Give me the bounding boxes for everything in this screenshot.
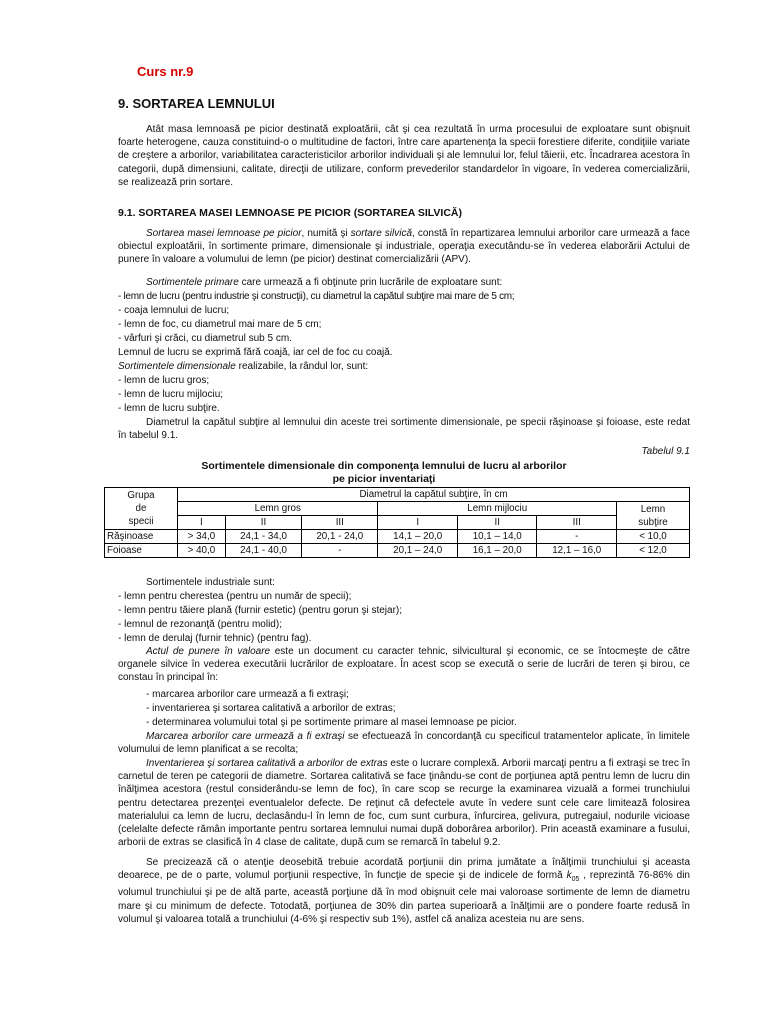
final-text-2: , reprezintă 76-86% din volumul trunchiului şi pe de altă parte, această porţiune dă în mod obişnuit cele mai valoroase sortimente de lemn de diametru mare şi cu minimum de defecte. Totodată, porţiunea de 30% din partea superioară a înălţimii are o pondere foarte redusă în volumul şi valoarea totală a trunchiului (4-6% şi respectiv sub 1%), astfel că analiza acesteia nu are sens. (118, 870, 690, 925)
apv-text: este un document cu caracter tehnic, silvicultural şi economic, ce se întocmeşte de către organele silvice în vederea executării lucrărilor de exploatare. În acest scop se execută o serie de lucrări de teren şi birou, ce constau în principal în: (118, 646, 690, 684)
marcarea-text: se efectuează în concordanţă cu specificul tratamentelor aplicate, în limitele volumului de lemn planificat a se recolta; (118, 731, 690, 756)
form-index-subscript: 05 (571, 876, 580, 884)
class-cell: II (457, 516, 537, 530)
dimensionale-intro-text: realizabile, la rândul lor, sunt: (235, 361, 369, 372)
dimension-table (104, 487, 690, 558)
term-actul-de-punere: Actul de punere în valoare (146, 646, 271, 657)
inventarierea-text: este o lucrare complexă. Arborii marcaţi pentru a fi extraşi se trec în carnetul de teren pe categorii de diametre. Sortarea calitativă se face ţinându-se cont de porţiunea aptă pentru lemn de lucru din înălţimea acestora (restul considerându-se lemn de foc), în care scop se recurge la examinarea vizuală a formei trunchiului pentru detectarea prezenţei eventualelor defecte. De reţinut că defectele avute în vedere sunt cele care limitează folosirea materialului ca lemn de lucru, declasându-l în lemn de foc, cum sunt curbura, înfurcirea, gelivura, putregaiul, nodurile vicioase (celelalte defecte rămân importante pentru sortarea lemnului numai după doborârea arborilor). Prin această examinare a fusului, arborii de extras se clasifică în 4 clase de calitate, după cum se remarcă în tabelul 9.2. (118, 758, 690, 849)
list-item: - determinarea volumului total şi pe sortimente primare al masei lemnoase pe picior. (146, 717, 517, 728)
list-item: - lemn de foc, cu diametrul mai mare de 5 cm; (118, 319, 322, 330)
final-paragraph (118, 856, 690, 926)
lemn-mijlociu-header: Lemn mijlociu (378, 502, 617, 516)
table-cell: 10,1 – 14,0 (457, 530, 537, 544)
table-cell: 20,1 – 24,0 (378, 544, 458, 558)
term-marcarea: Marcarea arborilor care urmează a fi extraşi (146, 731, 345, 742)
primare-note: Lemnul de lucru se exprimă fără coajă, iar cel de foc cu coajă. (118, 347, 393, 358)
term-inventarierea: Inventarierea şi sortarea calitativă a arborilor de extras (146, 758, 388, 769)
table-row (105, 530, 690, 544)
industriale-intro: Sortimentele industriale sunt: (146, 577, 275, 588)
list-item: - lemn de lucru mijlociu; (118, 389, 224, 400)
table-cell: - (302, 544, 378, 558)
form-index-symbol: k (566, 870, 572, 882)
primare-intro-text: care urmează a fi obţinute prin lucrările de exploatare sunt: (238, 277, 503, 288)
table-cell: < 10,0 (617, 530, 690, 544)
table-cell: 24,1 - 34,0 (225, 530, 301, 544)
class-cell: II (225, 516, 301, 530)
class-cell: I (178, 516, 226, 530)
apv-paragraph (118, 645, 690, 685)
list-item: - inventarierea şi sortarea calitativă a arborilor de extras; (146, 703, 396, 714)
list-item: - lemn de derulaj (furnir tehnic) (pentru fag). (118, 633, 312, 644)
table-cell: 24,1 - 40,0 (225, 544, 301, 558)
list-item: - lemn pentru tăiere plană (furnir estetic) (pentru gorun şi stejar); (118, 605, 403, 616)
class-cell: III (302, 516, 378, 530)
list-item: - lemn de lucru (pentru industrie şi construcţii), cu diametrul la capătul subţire mai mare de 5 cm; (118, 291, 515, 302)
table-cell: - (537, 530, 617, 544)
table-title: Sortimentele dimensionale din componenţa lemnului de lucru al arborilor pe picior inventariaţi (201, 460, 567, 485)
dimensionale-paragraph: Diametrul la capătul subţire al lemnului din aceste trei sortimente dimensionale, pe specii răşinoase şi foioase, este redat în tabelul 9.1. (118, 417, 690, 442)
list-item: - lemn pentru cherestea (pentru un număr de specii); (118, 591, 352, 602)
table-label: Tabelul 9.1 (641, 446, 690, 457)
term-sortimentele-primare: Sortimentele primare (146, 277, 239, 288)
sortare-text-2: , constă în repartizarea lemnului arborilor care urmează a face obiectul exploatării, în sortimente primare, dimensionale şi industriale, operaţia executându-se în vederea elaborării Actului de punere în valoare a volumului de lemn (pe picior) destinat comercializării (APV). (118, 228, 690, 266)
chapter-title: 9. SORTAREA LEMNULUI (118, 96, 275, 111)
table-row (105, 544, 690, 558)
list-item: - lemnul de rezonanţă (pentru molid); (118, 619, 282, 630)
class-cell: III (537, 516, 617, 530)
section-title: 9.1. SORTAREA MASEI LEMNOASE PE PICIOR (SORTAREA SILVICĂ) (118, 207, 463, 219)
lemn-subtire-header: Lemn subţire (617, 502, 690, 530)
final-text-1: Se precizează că o atenţie deosebită trebuie acordată porţiunii din prima jumătate a înălţimii trunchiului şi aceasta deoarece, pe de o parte, volumul porţiunii respective, în funcţie de specie şi de indicele de formă (118, 857, 690, 882)
list-item: - vârfuri şi crăci, cu diametrul sub 5 cm. (118, 333, 292, 344)
course-number: Curs nr.9 (137, 64, 194, 79)
intro-paragraph: Atât masa lemnoasă pe picior destinată exploatării, cât şi cea rezultată în urma procesului de exploatare sunt obişnuit foarte heterogene, cauza constituind-o o multitudine de factori, între care apartenenţa la specii forestiere diferite, condiţiile variate de creştere a arborilor, variabilitatea caracteristicilor arborilor individuali şi ale lemnului lor, felul tăierii, etc. Încadrarea acestora în categorii, după dimensiuni, calitate, direcţii de utilizare, conform prevederilor standardelor în vigoare, în vederea comercializării, se realizează prin sortare. (118, 124, 690, 188)
term-sortarea-masei: Sortarea masei lemnoase pe picior (146, 228, 302, 239)
table-cell: < 12,0 (617, 544, 690, 558)
class-cell: I (378, 516, 458, 530)
diameter-header: Diametrul la capătul subţire, în cm (178, 488, 690, 502)
list-item: - lemn de lucru subţire. (118, 403, 220, 414)
sortare-paragraph (118, 227, 690, 267)
dimensionale-intro (118, 360, 698, 373)
term-sortimentele-dimensionale: Sortimentele dimensionale (118, 361, 236, 372)
class-row (105, 516, 690, 530)
species-cell: Răşinoase (105, 530, 178, 544)
term-sortare-silvica: sortare silvică (350, 228, 413, 239)
list-item: - coaja lemnului de lucru; (118, 305, 230, 316)
species-cell: Foioase (105, 544, 178, 558)
group-header: Grupa de specii (105, 488, 178, 530)
marcarea-paragraph (118, 730, 690, 756)
list-item: - marcarea arborilor care urmează a fi extraşi; (146, 689, 349, 700)
lemn-gros-header: Lemn gros (178, 502, 378, 516)
table-cell: 20,1 - 24,0 (302, 530, 378, 544)
primare-intro (146, 276, 726, 289)
sortare-text-1: , numită şi (301, 228, 351, 239)
inventarierea-paragraph (118, 757, 690, 849)
table-cell: 14,1 – 20,0 (378, 530, 458, 544)
table-cell: > 40,0 (178, 544, 226, 558)
table-cell: 16,1 – 20,0 (457, 544, 537, 558)
list-item: - lemn de lucru gros; (118, 375, 210, 386)
table-cell: 12,1 – 16,0 (537, 544, 617, 558)
table-cell: > 34,0 (178, 530, 226, 544)
